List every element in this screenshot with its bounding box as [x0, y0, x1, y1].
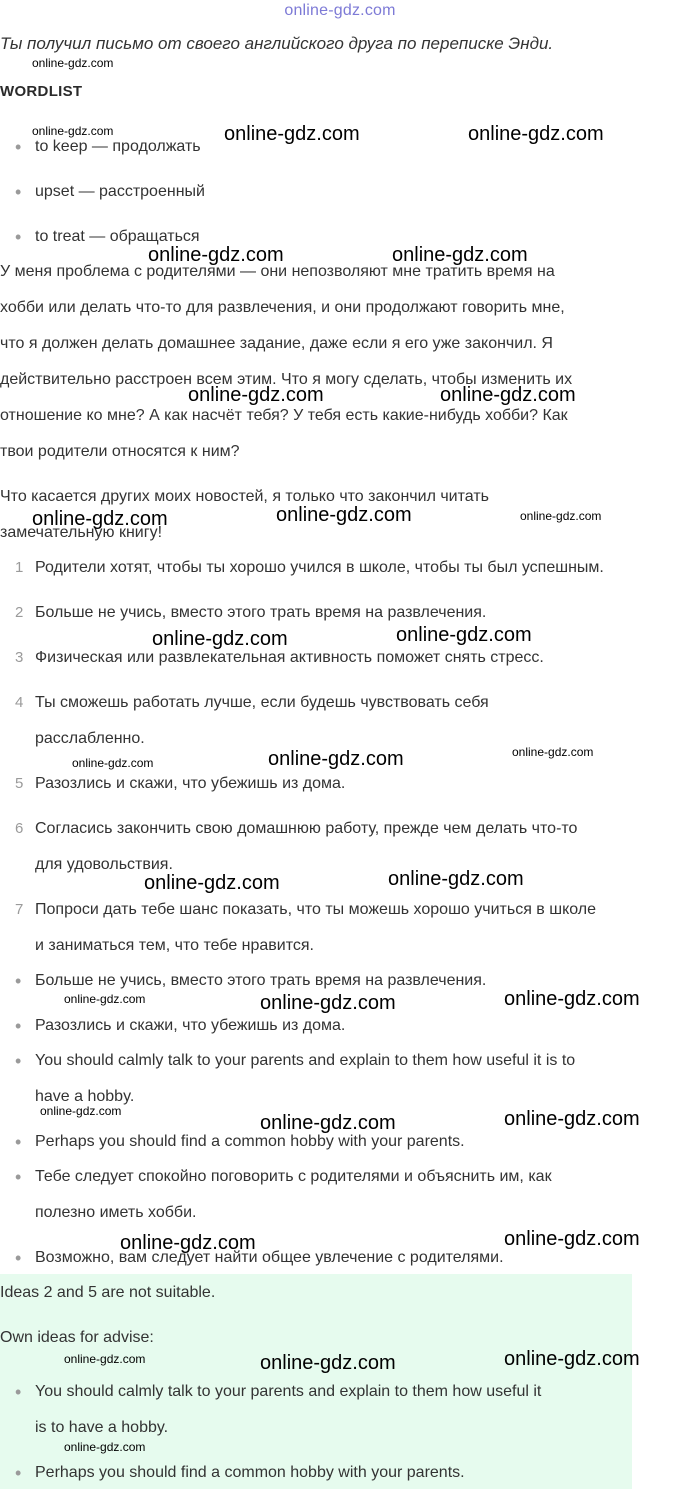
wordlist-item: upset — расстроенный [35, 183, 205, 200]
watermark: online-gdz.com [32, 124, 114, 138]
letter-news-line: замечательную книгу! [0, 524, 163, 541]
item-number: 3 [15, 649, 24, 666]
letter-line: хобби или делать что-то для развлечения, и они продолжают говорить мне, [0, 299, 565, 316]
watermark: online-gdz.com [32, 508, 168, 530]
watermark: online-gdz.com [440, 384, 576, 406]
list-item: Разозлись и скажи, что убежишь из дома. [35, 1017, 346, 1034]
watermark: online-gdz.com [64, 992, 146, 1006]
watermark: online-gdz.com [260, 1352, 396, 1374]
watermark: online-gdz.com [276, 504, 412, 526]
watermark: online-gdz.com [148, 244, 284, 266]
bullet-icon: • [15, 1248, 22, 1268]
watermark: online-gdz.com [504, 1108, 640, 1130]
watermark: online-gdz.com [144, 872, 280, 894]
list-item: Согласись закончить свою домашнюю работу, прежде чем делать что-то [35, 820, 578, 837]
watermark: online-gdz.com [152, 628, 288, 650]
watermark: online-gdz.com [64, 1440, 146, 1454]
bullet-icon: • [15, 182, 22, 202]
list-item-continued: и заниматься тем, что тебе нравится. [35, 937, 314, 954]
watermark: online-gdz.com [468, 123, 604, 145]
list-item: Тебе следует спокойно поговорить с родителями и объяснить им, как [35, 1168, 552, 1185]
list-item: Разозлись и скажи, что убежишь из дома. [35, 775, 346, 792]
watermark: online-gdz.com [64, 1352, 146, 1366]
bullet-icon: • [15, 1463, 22, 1483]
letter-news-line: Что касается других моих новостей, я только что закончил читать [0, 488, 489, 505]
watermark: online-gdz.com [396, 624, 532, 646]
list-item: You should calmly talk to your parents and explain to them how useful it is to [35, 1052, 576, 1069]
letter-line: действительно расстроен всем этим. Что я могу сделать, чтобы изменить их [0, 371, 573, 388]
list-item: Ты сможешь работать лучше, если будешь чувствовать себя [35, 694, 489, 711]
answer-own-ideas-title: Own ideas for advise: [0, 1329, 154, 1346]
watermark: online-gdz.com [72, 756, 154, 770]
item-number: 7 [15, 901, 24, 918]
answer-item: You should calmly talk to your parents and explain to them how useful it [35, 1383, 542, 1400]
watermark: online-gdz.com [392, 244, 528, 266]
list-item-continued: расслабленно. [35, 730, 145, 747]
wordlist-item: to keep — продолжать [35, 138, 201, 155]
item-number: 5 [15, 775, 24, 792]
bullet-icon: • [15, 227, 22, 247]
bullet-icon: • [15, 1051, 22, 1071]
answer-item: Perhaps you should find a common hobby with your parents. [35, 1464, 465, 1481]
bullet-icon: • [15, 1132, 22, 1152]
list-item: Попроси дать тебе шанс показать, что ты можешь хорошо учиться в школе [35, 901, 597, 918]
watermark: online-gdz.com [520, 509, 602, 523]
list-item: Больше не учись, вместо этого трать время на развлечения. [35, 604, 487, 621]
site-header: online-gdz.com [284, 2, 396, 19]
bullet-icon: • [15, 137, 22, 157]
wordlist-title: WORDLIST [0, 83, 83, 100]
watermark: online-gdz.com [32, 56, 114, 70]
watermark: online-gdz.com [388, 868, 524, 890]
watermark: online-gdz.com [504, 1228, 640, 1250]
watermark: online-gdz.com [260, 992, 396, 1014]
bullet-icon: • [15, 1167, 22, 1187]
letter-line: что я должен делать домашнее задание, даже если я его уже закончил. Я [0, 335, 553, 352]
bullet-icon: • [15, 1016, 22, 1036]
list-item: Возможно, вам следует найти общее увлечение с родителями. [35, 1249, 504, 1266]
bullet-icon: • [15, 1382, 22, 1402]
watermark: online-gdz.com [268, 748, 404, 770]
letter-line: У меня проблема с родителями — они непозволяют мне тратить время на [0, 263, 555, 280]
answer-not-suitable: Ideas 2 and 5 are not suitable. [0, 1284, 216, 1301]
list-item: Физическая или развлекательная активность поможет снять стресс. [35, 649, 544, 666]
watermark: online-gdz.com [188, 384, 324, 406]
item-number: 6 [15, 820, 24, 837]
letter-line: отношение ко мне? А как насчёт тебя? У тебя есть какие-нибудь хобби? Как [0, 407, 568, 424]
bullet-icon: • [15, 971, 22, 991]
item-number: 2 [15, 604, 24, 621]
watermark: online-gdz.com [40, 1104, 122, 1118]
list-item-continued: для удовольствия. [35, 856, 173, 873]
letter-line: твои родители относятся к ним? [0, 443, 240, 460]
item-number: 1 [15, 559, 24, 576]
watermark: online-gdz.com [260, 1112, 396, 1134]
watermark: online-gdz.com [504, 988, 640, 1010]
wordlist-item: to treat — обращаться [35, 228, 200, 245]
item-number: 4 [15, 694, 24, 711]
watermark: online-gdz.com [504, 1348, 640, 1370]
watermark: online-gdz.com [120, 1232, 256, 1254]
task-intro: Ты получил письмо от своего английского друга по переписке Энди. [0, 34, 554, 53]
watermark: online-gdz.com [512, 745, 594, 759]
list-item: Больше не учись, вместо этого трать время на развлечения. [35, 972, 487, 989]
list-item: Perhaps you should find a common hobby with your parents. [35, 1133, 465, 1150]
watermark: online-gdz.com [224, 123, 360, 145]
list-item: Родители хотят, чтобы ты хорошо учился в школе, чтобы ты был успешным. [35, 559, 604, 576]
list-item-continued: have a hobby. [35, 1088, 135, 1105]
list-item-continued: полезно иметь хобби. [35, 1204, 197, 1221]
answer-item-continued: is to have a hobby. [35, 1419, 169, 1436]
